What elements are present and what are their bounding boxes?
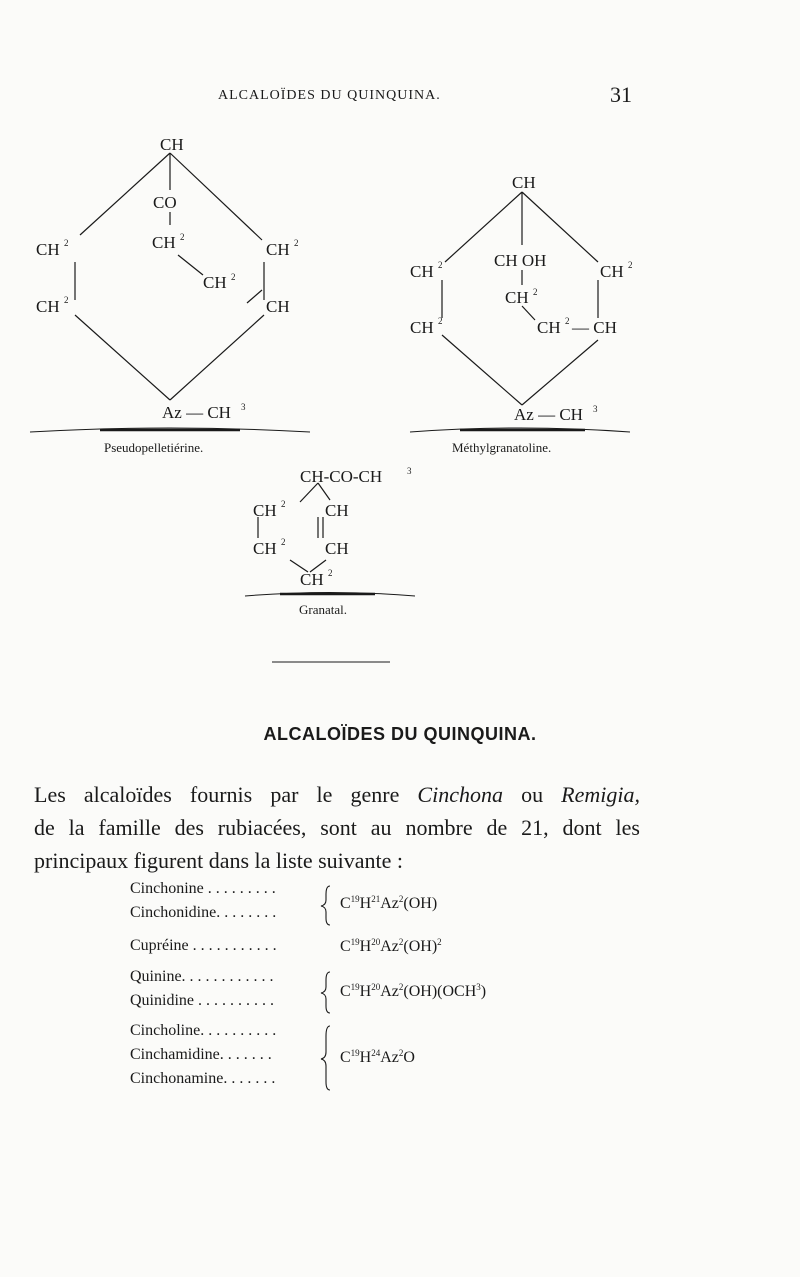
- atom-ch-co-ch3: CH-CO-CH: [300, 467, 383, 486]
- alkaloid-quinine: Quinine. . . . . . . . . . . .: [130, 968, 274, 985]
- atom-choh: CH OH: [494, 251, 547, 270]
- formula-group-2: [340, 937, 442, 956]
- subscript: 2: [64, 238, 69, 248]
- f: 19: [350, 982, 360, 992]
- atom-co: CO: [153, 193, 177, 212]
- f: 20: [371, 982, 381, 992]
- running-head: ALCALOÏDES DU QUINQUINA.: [218, 88, 441, 103]
- f: C: [340, 983, 351, 1000]
- subscript: 2: [294, 238, 299, 248]
- subscript: 2: [231, 272, 236, 282]
- intro-line-2: de la famille des rubiacées, sont au nombre de 21, dont les: [34, 815, 640, 840]
- subscript: 2: [565, 316, 570, 326]
- methylgranatoline-structure: [410, 173, 633, 455]
- atom-ch-top: CH: [512, 173, 536, 192]
- atom-ch2-mid: CH: [505, 288, 529, 307]
- f: ): [480, 983, 487, 1000]
- intro-paragraph: [34, 778, 640, 877]
- f: 2: [398, 894, 404, 904]
- subscript: 2: [438, 316, 443, 326]
- atom-az-ch3: Az — CH: [162, 403, 231, 422]
- f: (OH)(OCH: [403, 983, 477, 1000]
- intro-text: ou: [502, 782, 562, 807]
- f: H: [359, 1049, 372, 1066]
- caption-pseudopelletierine: Pseudopelletiérine.: [104, 440, 204, 455]
- list-braces: [321, 886, 330, 1090]
- f: 19: [350, 937, 360, 947]
- alkaloid-cincholine: Cincholine. . . . . . . . . .: [130, 1022, 277, 1039]
- f: 2: [398, 1048, 404, 1058]
- subscript: 2: [281, 499, 286, 509]
- atom-ch-right-lower: CH: [325, 539, 349, 558]
- atom-ch2-left-lower: CH: [410, 318, 434, 337]
- atom-ch2-right-upper: CH: [600, 262, 624, 281]
- f: 2: [398, 982, 404, 992]
- f: (OH): [403, 938, 438, 955]
- section-title: ALCALOÏDES DU QUINQUINA.: [263, 724, 537, 744]
- subscript: 2: [533, 287, 538, 297]
- f: 3: [476, 982, 481, 992]
- f: O: [403, 1049, 415, 1066]
- atom-ch2-left-upper: CH: [253, 501, 277, 520]
- alkaloid-cinchonine: Cinchonine . . . . . . . . .: [130, 880, 276, 897]
- formula-group-1: [340, 894, 437, 913]
- genus-cinchona: Cinchona: [417, 782, 503, 807]
- f: C: [340, 1049, 351, 1066]
- f: 2: [398, 937, 404, 947]
- f: 2: [437, 937, 442, 947]
- atom-ch-right-upper: CH: [325, 501, 349, 520]
- page-number: 31: [610, 82, 632, 107]
- f: 20: [371, 937, 381, 947]
- alkaloid-quinidine: Quinidine . . . . . . . . . .: [130, 992, 274, 1009]
- f: C: [340, 938, 351, 955]
- alkaloid-cupreine: Cupréine . . . . . . . . . . .: [130, 937, 277, 954]
- subscript: 3: [407, 466, 412, 476]
- formula-group-3: [340, 982, 486, 1001]
- atom-ch-right-lower: — CH: [572, 318, 617, 337]
- subscript: 2: [64, 295, 69, 305]
- subscript: 2: [281, 537, 286, 547]
- subscript: 2: [328, 568, 333, 578]
- f: 19: [350, 1048, 360, 1058]
- f: 19: [350, 894, 360, 904]
- subscript: 3: [241, 402, 246, 412]
- f: 24: [371, 1048, 381, 1058]
- atom-ch2-left-lower: CH: [253, 539, 277, 558]
- formula-group-4: [340, 1048, 415, 1067]
- intro-text: Les alcaloïdes fournis par le genre: [34, 782, 418, 807]
- atom-ch2-right-upper: CH: [266, 240, 290, 259]
- f: Az: [380, 895, 399, 912]
- atom-ch2-bridge: CH: [537, 318, 561, 337]
- atom-ch2-left-upper: CH: [410, 262, 434, 281]
- atom-ch2-low: CH: [203, 273, 227, 292]
- intro-line-3: principaux figurent dans la liste suivante :: [34, 848, 404, 873]
- alkaloid-cinchonamine: Cinchonamine. . . . . . .: [130, 1070, 276, 1087]
- atom-ch-top: CH: [160, 135, 184, 154]
- intro-line-1: [34, 778, 640, 811]
- subscript: 2: [628, 260, 633, 270]
- f: Az: [380, 1049, 399, 1066]
- f: H: [359, 983, 372, 1000]
- subscript: 3: [593, 404, 598, 414]
- f: Az: [380, 983, 399, 1000]
- f: 21: [371, 894, 381, 904]
- alkaloid-cinchamidine: Cinchamidine. . . . . . .: [130, 1046, 272, 1063]
- atom-ch-right-lower: CH: [266, 297, 290, 316]
- caption-granatal: Granatal.: [299, 602, 348, 617]
- alkaloid-cinchonidine: Cinchonidine. . . . . . . .: [130, 904, 277, 921]
- subscript: 2: [180, 232, 185, 242]
- subscript: 2: [438, 260, 443, 270]
- atom-ch2-mid: CH: [152, 233, 176, 252]
- atom-ch2-left-lower: CH: [36, 297, 60, 316]
- f: H: [359, 895, 372, 912]
- atom-ch2-left-upper: CH: [36, 240, 60, 259]
- caption-methylgranatoline: Méthylgranatoline.: [452, 440, 552, 455]
- f: (OH): [403, 895, 438, 912]
- f: H: [359, 938, 372, 955]
- atom-ch2-bottom: CH: [300, 570, 324, 589]
- f: C: [340, 895, 351, 912]
- genus-remigia: Remigia,: [561, 782, 640, 807]
- f: Az: [380, 938, 399, 955]
- atom-az-ch3: Az — CH: [514, 405, 583, 424]
